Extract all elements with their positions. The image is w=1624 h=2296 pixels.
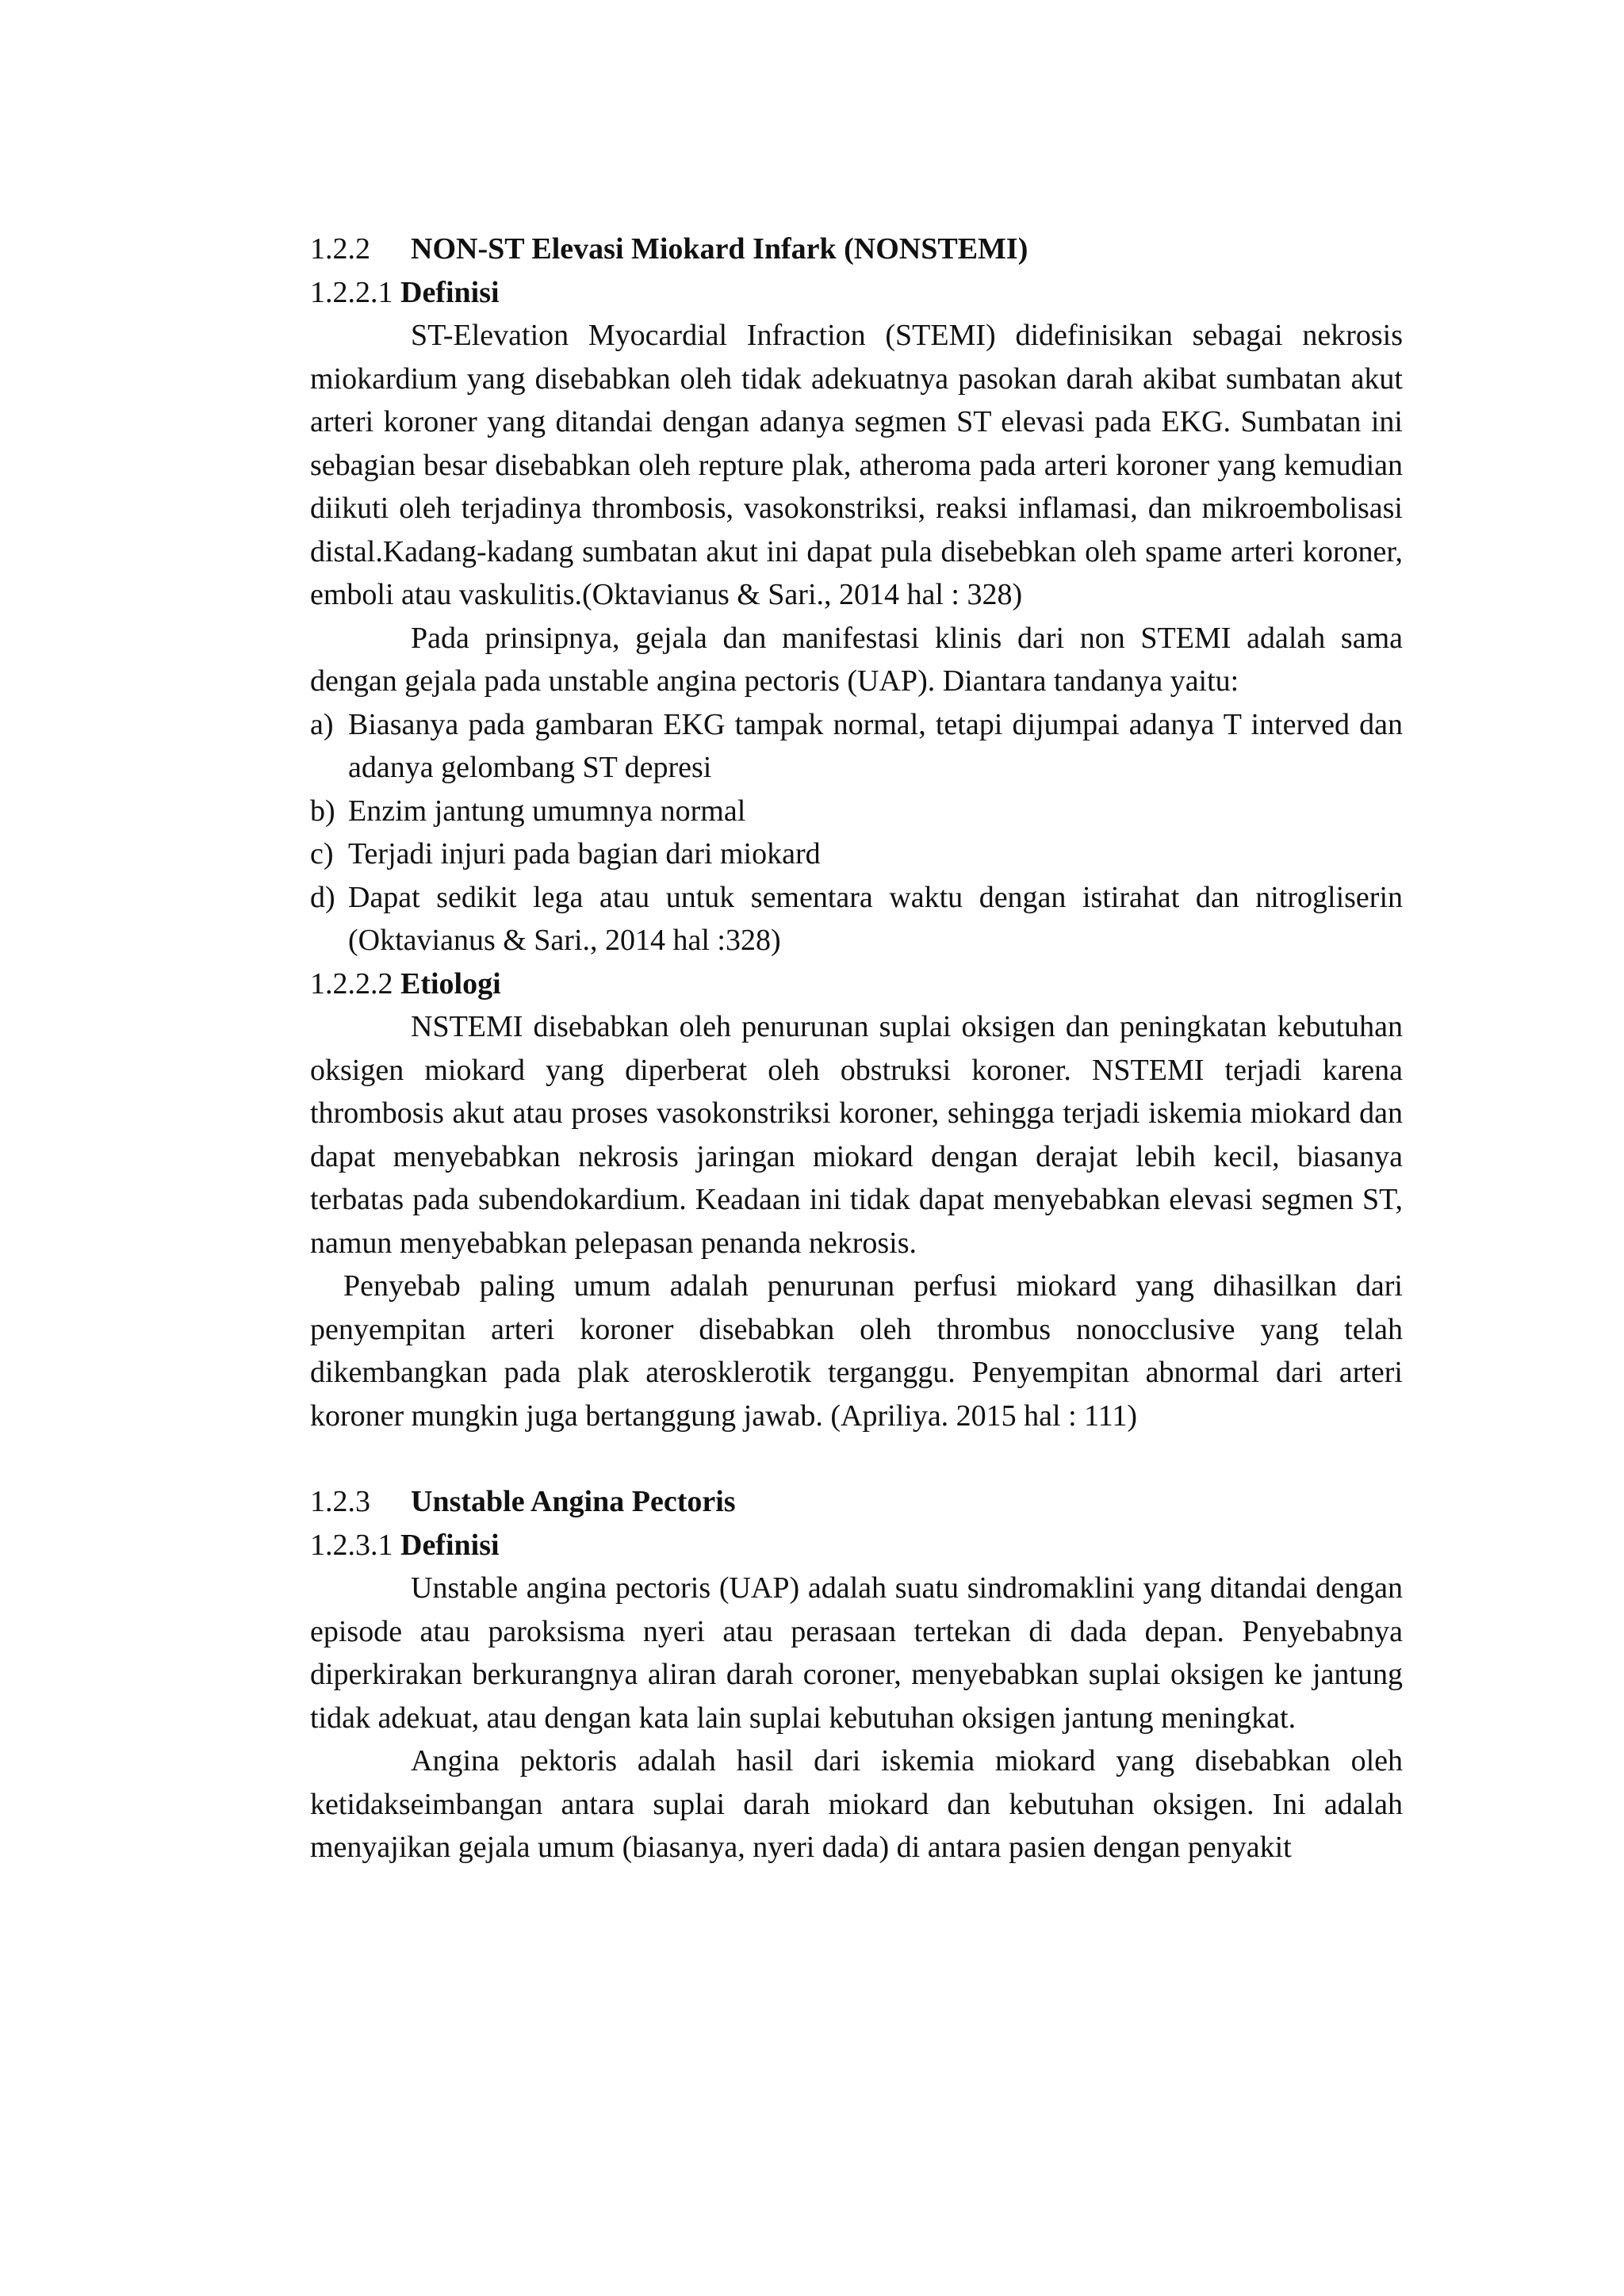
subsection-number: 1.2.3.1 (310, 1528, 393, 1562)
list-item (310, 876, 1403, 962)
list-item (310, 832, 1403, 876)
section-gap (310, 1437, 1403, 1480)
subsection-heading-1-2-3-1 (310, 1524, 1403, 1567)
subsection-title: Definisi (400, 275, 500, 309)
list-marker: b) (310, 794, 335, 828)
paragraph: ST-Elevation Myocardial Infraction (STEMI) didefinisikan sebagai nekrosis miokardium yang disebabkan oleh tidak adekuatnya pasokan darah akibat sumbatan akut arteri koroner yang ditandai dengan adanya segmen ST elevasi pada EKG. Sumbatan ini sebagian besar disebabkan oleh repture plak, atheroma pada arteri koroner yang kemudian diikuti oleh terjadinya thrombosis, vasokonstriksi, reaksi inflamasi, dan mikroembolisasi distal.Kadang-kadang sumbatan akut ini dapat pula disebebkan oleh spame arteri koroner, emboli atau vaskulitis.(Oktavianus & Sari., 2014 hal : 328) (310, 319, 1403, 611)
section-heading-1-2-2 (310, 228, 1403, 271)
subsection-heading-1-2-2-2 (310, 962, 1403, 1006)
subsection-title: Etiologi (400, 966, 501, 1001)
list-marker: d) (310, 880, 335, 914)
list-item (310, 703, 1403, 790)
subsection-number: 1.2.2.1 (310, 275, 393, 309)
list-marker: c) (310, 837, 334, 871)
subsection-number: 1.2.2.2 (310, 966, 393, 1001)
list-item (310, 790, 1403, 833)
list-item-text: Dapat sedikit lega atau untuk sementara waktu dengan istirahat dan nitrogliserin (Oktavianus & Sari., 2014 hal :328) (348, 880, 1403, 957)
section-number: 1.2.3 (310, 1485, 370, 1518)
list-item-text: Enzim jantung umumnya normal (348, 794, 746, 828)
paragraph: Pada prinsipnya, gejala dan manifestasi klinis dari non STEMI adalah sama dengan gejala pada unstable angina pectoris (UAP). Diantara tandanya yaitu: (310, 621, 1403, 698)
list-marker: a) (310, 707, 334, 741)
paragraph: Penyebab paling umum adalah penurunan perfusi miokard yang dihasilkan dari penyempitan arteri koroner disebabkan oleh thrombus nonocclusive yang telah dikembangkan pada plak aterosklerotik terganggu. Penyempitan abnormal dari arteri koroner mungkin juga bertanggung jawab. (Apriliya. 2015 hal : 111) (310, 1269, 1403, 1433)
page-content (310, 228, 1403, 1869)
list-item-text: Biasanya pada gambaran EKG tampak normal, tetapi dijumpai adanya T interved dan adanya gelombang ST depresi (348, 707, 1403, 784)
paragraph: NSTEMI disebabkan oleh penurunan suplai oksigen dan peningkatan kebutuhan oksigen miokard yang diperberat oleh obstruksi koroner. NSTEMI terjadi karena thrombosis akut atau proses vasokonstriksi koroner, sehingga terjadi iskemia miokard dan dapat menyebabkan nekrosis jaringan miokard dengan derajat lebih kecil, biasanya terbatas pada subendokardium. Keadaan ini tidak dapat menyebabkan elevasi segmen ST, namun menyebabkan pelepasan penanda nekrosis. (310, 1010, 1403, 1260)
list-item-text: Terjadi injuri pada bagian dari miokard (348, 837, 821, 871)
section-title: Unstable Angina Pectoris (411, 1485, 736, 1518)
symptom-list (310, 703, 1403, 962)
paragraph: Angina pektoris adalah hasil dari iskemia miokard yang disebabkan oleh ketidakseimbangan antara suplai darah miokard dan kebutuhan oksigen. Ini adalah menyajikan gejala umum (biasanya, nyeri dada) di antara pasien dengan penyakit (310, 1744, 1403, 1864)
section-heading-1-2-3 (310, 1480, 1403, 1524)
section-number: 1.2.2 (310, 232, 370, 266)
section-title: NON-ST Elevasi Miokard Infark (NONSTEMI) (411, 232, 1028, 266)
subsection-title: Definisi (400, 1528, 500, 1562)
subsection-heading-1-2-2-1 (310, 271, 1403, 315)
paragraph: Unstable angina pectoris (UAP) adalah suatu sindromaklini yang ditandai dengan episode atau paroksisma nyeri atau perasaan tertekan di dada depan. Penyebabnya diperkirakan berkurangnya aliran darah coroner, menyebabkan suplai oksigen ke jantung tidak adekuat, atau dengan kata lain suplai kebutuhan oksigen jantung meningkat. (310, 1571, 1403, 1735)
